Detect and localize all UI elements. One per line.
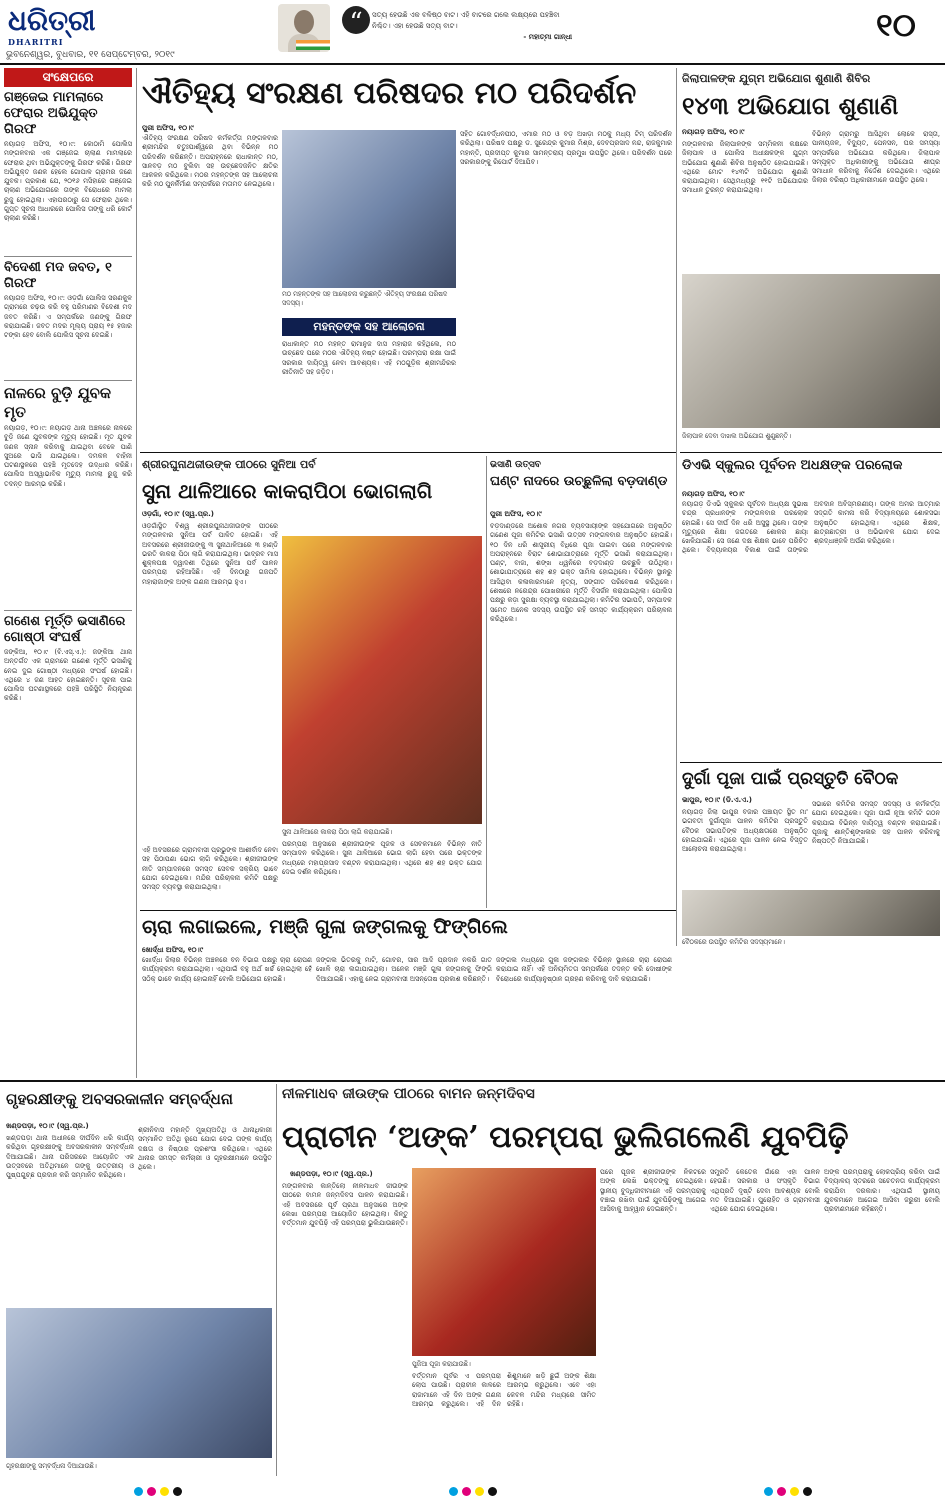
photo-caption: ବୈଠକରେ ଉପସ୍ଥିତ କମିଟିର ସଦସ୍ୟମାନେ। bbox=[682, 938, 785, 946]
briefs-section-tag: ସଂକ୍ଷେପରେ bbox=[4, 68, 132, 87]
photo-meeting bbox=[282, 130, 456, 288]
column-divider bbox=[136, 68, 137, 1078]
story-column: ମଙ୍ଗଳବାର ଜିଲାପାଳଙ୍କ ସମ୍ମିଳନୀ କକ୍ଷରେ ଜିଲାପାଳ ଓ ପୋଲିସ ଅଧୀକ୍ଷକଙ୍କ ଯୁଗ୍ମ ଅଭିଯୋଗ ଶୁଣାଣି ଶିବିର ଅନୁଷ୍ଠିତ ହୋଇଯାଇଛି। ଏଥିରେ ମୋଟ ୧୪୩ଟି ଅଭିଯୋଗ ଶୁଣାଣି କରାଯାଇଥିଲା। ସେଥିମଧ୍ୟରୁ ୧୧ଟି ଅଭିଯୋଗର ସମାଧାନ ତୁରନ୍ତ କରାଯାଇଥିଲା। bbox=[682, 140, 808, 195]
story-column: ଓଡ଼ଗାଁସ୍ଥିତ ବିଶ୍ୱ ଶ୍ରୀରଘୁନାଥଜୀଉଙ୍କ ପୀଠରେ ମଙ୍ଗଳବାର ସୁନିଆ ପର୍ବ ପାଳିତ ହୋଇଛି। ଏହି ଅବସରରେ ଶ୍ରୀଜୀଉଙ୍କୁ ୩ ସୁନାଥାଳିଆରେ ୩ ହାଣ୍ଡି ଭରତି କାକରା ପିଠା ଲାଗି କରାଯାଇଥିଲା। ଭାଦ୍ରବ ମାସ ଶୁକ୍ଳପକ୍ଷ ଦ୍ୱାଦଶୀ ତିଥିରେ ସୁନିଆ ପର୍ବ ପାଳନ ପରମ୍ପରା ରହିଆସିଛି। ଏହି ଦିନଠାରୁ ଗଜପତି ମହାରାଜାଙ୍କ ଅଙ୍କ ଗଣନା ଆରମ୍ଭ ହୁଏ। bbox=[142, 522, 278, 586]
story-column: ବିଭିନ୍ନ ଗ୍ରାମରୁ ଆସିଥିବା ଲୋକେ ରାସ୍ତା, ପାନୀୟଜଳ, ବିଦ୍ୟୁତ, ପେନସନ, ଘର ସମସ୍ୟା ସମ୍ପର୍କରେ ଅଭିଯୋଗ କରିଥିଲେ। ଜିଲାପାଳ ସମ୍ପୃକ୍ତ ଅଧିକାରୀଙ୍କୁ ଅଭିଯୋଗ ଶୀଘ୍ର ସମାଧାନ କରିବାକୁ ନିର୍ଦ୍ଦେଶ ଦେଇଥିଲେ। ଏଥିରେ ଜିଲାର ବରିଷ୍ଠ ଅଧିକାରୀମାନେ ଉପସ୍ଥିତ ଥିଲେ। bbox=[812, 130, 940, 185]
story-column: ଅଙ୍କ ପରମ୍ପରାକୁ ଲୋକପ୍ରିୟ କରିବା ପାଇଁ ବିଦ୍ୟାଳୟ ସ୍ତରରେ ସଚେତନତା କାର୍ଯ୍ୟକ୍ରମ କରାଯିବା ଦରକାର। ଏଥିପାଇଁ ସ୍ଥାନୀୟ ଯୁବକମାନେ ଆଗେଇ ଆସିବା ଜରୁରୀ ବୋଲି ପ୍ରବୀଣମାନେ କହିଛନ୍ତି। bbox=[824, 1168, 940, 1214]
kicker: ନୀଳମାଧବ ଜୀଉଙ୍କ ପୀଠରେ ବାମନ ଜନ୍ମଦିବସ bbox=[282, 1086, 535, 1102]
photo-caption: ଜିଲାପାଳ ଦେବା ଦାଖଲ ଅଭିଯୋଗ ଶୁଣୁଛନ୍ତି। bbox=[682, 432, 791, 440]
story-column: ସଭାରେ କମିଟିର ସମସ୍ତ ସଦସ୍ୟ ଓ କର୍ମକର୍ତ୍ତା ଯୋଗ ଦେଇଥିଲେ। ପୂଜା ପାଇଁ ନୂଆ କମିଟି ଗଠନ କରାଯାଇ ବିଭିନ୍ନ ଦାୟିତ୍ୱ ବଣ୍ଟନ କରାଯାଇଛି। ପୂଜାକୁ ଶାନ୍ତିଶୃଙ୍ଖଳାର ସହ ପାଳନ କରିବାକୁ ନିଷ୍ପତ୍ତି ନିଆଯାଇଛି। bbox=[812, 800, 940, 846]
brief-headline: ନାଳରେ ବୁଡ଼ି ଯୁବକ ମୃତ bbox=[4, 380, 132, 422]
headline-heritage: ଐତିହ୍ୟ ସଂରକ୍ଷଣ ପରିଷଦର ମଠ ପରିଦର୍ଶନ bbox=[142, 76, 637, 111]
photo-caption: ଗୃହରକ୍ଷୀଙ୍କୁ ସମ୍ବର୍ଦ୍ଧନା ଦିଆଯାଉଛି। bbox=[6, 1462, 97, 1470]
story-column: ବର୍ତ୍ତମାନ ପୂର୍ବର ଏ ପରମ୍ପରା ଲୋପ ପାଉଛି। ପ୍ରାଚୀନ କାଳରେ ରାଜାମାନେ ଏହି ଦିନ ଅଙ୍କ ଗଣନା ଆରମ୍ଭ କରୁଥିଲେ। ଏହି ଦିନ ଶିଶୁମାନେ ଖଡ଼ି ଛୁଇଁ ଅଙ୍କ ଶିକ୍ଷା ଆରମ୍ଭ କରୁଥିଲେ। ଏବେ ଏହା କେବଳ ମନ୍ଦିର ମଧ୍ୟରେ ସୀମିତ ରହିଛି। bbox=[412, 1372, 596, 1408]
print-registration-marks bbox=[0, 1486, 945, 1495]
byline: ଖଣ୍ଡପଡ଼ା, ୧୦।୯ (ସ୍ୱ.ପ୍ର.) bbox=[290, 1170, 373, 1178]
cyan-swatch bbox=[764, 1487, 773, 1496]
section-rule bbox=[0, 1080, 945, 1082]
photo-caption: ପୁଜିଆ ପୂଜା କରାଯାଉଛି। bbox=[412, 1360, 471, 1368]
byline: ଖୋର୍ଦ୍ଧା ଅଫିସ, ୧୦।୯ bbox=[142, 946, 204, 954]
story-subhead-banner: ମହନ୍ତଙ୍କ ସହ ଆଲୋଚନା bbox=[282, 318, 456, 336]
byline: ଭାପୁର, ୧୦।୯ (ଡି.ଏ.ଏ.) bbox=[682, 796, 752, 804]
kicker: ଶ୍ରୀରଘୁନାଥଜୀଉଙ୍କ ପୀଠରେ ସୁନିଆ ପର୍ବ bbox=[142, 458, 316, 471]
story-column: ଐତିହ୍ୟ ସଂରକ୍ଷଣ ପରିଷଦ କର୍ମକର୍ତ୍ତା ମଙ୍ଗଳବାର ଶ୍ରୀମନ୍ଦିର ଚତୁଃପାର୍ଶ୍ୱରେ ଥିବା ବିଭିନ୍ନ ମଠ ପରିଦର୍ଶନ କରିଛନ୍ତି। ଅପରାହ୍ନରେ ରାଧାକାନ୍ତ ମଠ, ସାନବଡ଼ ମଠ ବୁଲିବା ସହ ଉଚ୍ଛେଦଜନିତ କ୍ଷତିର ଆକଳନ କରିଥିଲେ। ମଠର ମହନ୍ତଙ୍କ ସହ ଆଲୋଚନା କରି ମଠ ପୁନର୍ନିର୍ମାଣ ସମ୍ପର୍କରେ ମତାମତ ନେଇଥିଲେ। bbox=[142, 134, 278, 189]
story-column: ସହିତ ଗୋବର୍ଦ୍ଧନପୀଠ, ଏମାର ମଠ ଓ ବଡ଼ ଅଖଡ଼ା ମଠକୁ ମଧ୍ୟ ଟିମ୍ ପରିଦର୍ଶନ କରିଥିଲା। ପରିଷଦ ପକ୍ଷରୁ ଡ. ସୁରେନ୍ଦ୍ର କୁମାର ମିଶ୍ର, ଦେବପ୍ରସାଦ ନନ୍ଦ, ରାଜକୁମାର ମହାନ୍ତି, ପ୍ରଦୀପ୍ତ କୁମାର ସାମନ୍ତରାୟ ପ୍ରମୁଖ ଉପସ୍ଥିତ ଥିଲେ। ପରିଦର୍ଶନ ପରେ ସରକାରଙ୍କୁ ରିପୋର୍ଟ ଦିଆଯିବ। bbox=[460, 130, 672, 166]
brief-body: ନୟାଗଡ଼ ଅଫିସ, ୧୦।୯: ଓଡ଼ଗାଁ ପୋଲିସ ସରଣକୁଳ ଗ୍ରାମରେ ଚଢ଼ଉ କରି ବହୁ ପରିମାଣର ବିଦେଶୀ ମଦ ଜବତ କରିଛି। ଏ ସମ୍ପର୍କରେ ଜଣଙ୍କୁ ଗିରଫ କରାଯାଇଛି। ଜବତ ମଦର ମୂଲ୍ୟ ପ୍ରାୟ ୧୫ ହଜାର ଟଙ୍କା ହେବ ବୋଲି ପୋଲିସ ସୂଚନା ଦେଇଛି। bbox=[4, 294, 132, 340]
headline-homeguard: ଗୃହରକ୍ଷୀଙ୍କୁ ଅବସରକାଳୀନ ସମ୍ବର୍ଦ୍ଧନା bbox=[6, 1090, 233, 1108]
story-column: ପରମ୍ପରା ଅନୁସାରେ ଶ୍ରୀଜୀଉଙ୍କ ପୂଜକ ଓ ସେବକମାନେ ବିଭିନ୍ନ ନୀତି ସମ୍ପାଦନ କରିଥିଲେ। ସୁନା ଥାଳିଆରେ ଭୋଗ ଲାଗି ହେବା ପରେ ଭକ୍ତଙ୍କ ମଧ୍ୟରେ ମହାପ୍ରସାଦ ବଣ୍ଟନ କରାଯାଇଥିଲା। ଏଥିରେ ଶହ ଶହ ଭକ୍ତ ଯୋଗ ଦେଇ ଦର୍ଶନ କରିଥିଲେ। bbox=[282, 840, 482, 876]
brief-headline: ଗଞ୍ଜେଇ ମାମଲାରେ ଫେରାର ଅଭିଯୁକ୍ତ ଗିରଫ bbox=[4, 90, 104, 137]
story-column: ପରେ ପୂଜକ ଶ୍ରୀଜୀଉଙ୍କ ନିକଟରେ ଅଙ୍କ ଲେଖି ଭକ୍ତଙ୍କୁ ଦେଇଥିଲେ। ସ୍ଥାନୀୟ ବୁଦ୍ଧିଜୀବୀମାନେ ଏହି ପରମ୍ପରାକୁ ବଞ୍ଚାଇ ରଖିବା ପାଇଁ ଯୁବପିଢ଼ିଙ୍କୁ ଆଗେଇ ଆସିବାକୁ ଆହ୍ୱାନ ଦେଇଛନ୍ତି। bbox=[600, 1168, 706, 1214]
yellow-swatch bbox=[475, 1487, 484, 1496]
story-column: ରାଧାକାନ୍ତ ମଠ ମହନ୍ତ ରାମାନୁଜ ଦାସ ମହାରାଜ କହିଥିଲେ, ମଠ ଉଚ୍ଛେଦ ପରେ ମଠର ଐତିହ୍ୟ ନଷ୍ଟ ହୋଇଛି। ପରମ୍ପରା ରକ୍ଷା ପାଇଁ ସରକାର ଦାୟିତ୍ୱ ନେବା ଆବଶ୍ୟକ। ଏହି ମଠଗୁଡ଼ିକ ଶ୍ରୀମନ୍ଦିରର ରୀତିନୀତି ସହ ଜଡ଼ିତ। bbox=[282, 340, 456, 376]
magenta-swatch bbox=[777, 1487, 786, 1496]
story-column: ଖଣ୍ଡପଡ଼ା ଥାନା ଅଧୀନରେ ଦୀର୍ଘଦିନ ଧରି କାର୍ଯ୍ୟ କରିଥିବା ଗୃହରକ୍ଷୀଙ୍କୁ ଅବସରକାଳୀନ ସମ୍ବର୍ଦ୍ଧନା ଦିଆଯାଇଛି। ଥାନା ପରିସରରେ ଆୟୋଜିତ ଏକ ଉତ୍ସବରେ ଅତିଥିମାନେ ତାଙ୍କୁ ଉତ୍ତରୀୟ ଓ ପୁଷ୍ପଗୁଚ୍ଛ ପ୍ରଦାନ କରି ସମ୍ମାନିତ କରିଥିଲେ। bbox=[6, 1134, 134, 1180]
story-column: ଶ୍ରୀନିବାସ ମହାନ୍ତି ମୁଖ୍ୟଅତିଥି ଓ ଥାନାଧିକାରୀ ସମ୍ମାନିତ ଅତିଥି ରୂପେ ଯୋଗ ଦେଇ ତାଙ୍କ କାର୍ଯ୍ୟ ଦକ୍ଷତା ଓ ନିଷ୍ଠାର ପ୍ରଶଂସା କରିଥିଲେ। ଏଥିରେ ଥାନାର ସମସ୍ତ କର୍ମଚାରୀ ଓ ଗୃହରକ୍ଷୀମାନେ ଉପସ୍ଥିତ ଥିଲେ। bbox=[138, 1126, 272, 1172]
byline: ଓଡ଼ଗାଁ, ୧୦।୯ (ସ୍ୱ.ପ୍ର.) bbox=[142, 510, 214, 518]
photo-temple-offering bbox=[282, 536, 482, 824]
byline: ପୁରୀ ଅଫିସ, ୧୦।୯ bbox=[490, 510, 542, 518]
story-column: ମଙ୍ଗଳବାର କାନ୍ତିଲୋ ନୀଳମାଧବ ଜୀଉଙ୍କ ପୀଠରେ ବାମନ ଜନ୍ମଦିବସ ପାଳନ କରାଯାଇଛି। ଏହି ଅବସରରେ ପୂର୍ବ ପ୍ରଥା ଅନୁସାରେ ଅଙ୍କ ଲେଖା ପରମ୍ପରା ଆୟୋଜିତ ହୋଇଥିଲା। କିନ୍ତୁ ବର୍ତ୍ତମାନ ଯୁବପିଢ଼ି ଏହି ପରମ୍ପରା ଭୁଲିଯାଉଛନ୍ତି। bbox=[282, 1182, 408, 1228]
photo-durga-meeting bbox=[682, 890, 940, 936]
flag-graphic bbox=[296, 40, 330, 50]
headline-vasani: ଘଣ୍ଟ ନାଦରେ ଉଚ୍ଛୁଳିଲା ବଡ଼ଦାଣ୍ଡ bbox=[490, 474, 668, 489]
section-rule bbox=[140, 910, 676, 911]
black-swatch bbox=[488, 1487, 497, 1496]
headline-anka: ପ୍ରାଚୀନ ‘ଅଙ୍କ’ ପରମ୍ପରା ଭୁଲିଗଲେଣି ଯୁବପିଢ଼ି bbox=[282, 1120, 849, 1155]
brief-body: ନୟାଗଡ଼, ୧୦।୯: ନୟାଗଡ଼ ଥାନା ଅଞ୍ଚଳରେ ନାଳରେ ବୁଡ଼ି ଜଣେ ଯୁବକଙ୍କ ମୃତ୍ୟୁ ହୋଇଛି। ମୃତ ଯୁବକ ଜଣକ ସ୍ନାନ କରିବାକୁ ଯାଇଥିବା ବେଳେ ପାଣି ସୁଅରେ ଭାସି ଯାଇଥିଲେ। ଦମକଳ ବାହିନୀ ଘଟଣାସ୍ଥଳରେ ପହଞ୍ଚି ମୃତଦେହ ଉଦ୍ଧାର କରିଛି। ପୋଲିସ ଅସ୍ୱାଭାବିକ ମୃତ୍ୟୁ ମାମଲା ରୁଜୁ କରି ତଦନ୍ତ ଆରମ୍ଭ କରିଛି। bbox=[4, 424, 132, 488]
kicker: ଭସାଣି ଉତ୍ସବ bbox=[490, 460, 541, 470]
cyan-swatch bbox=[449, 1487, 458, 1496]
magenta-swatch bbox=[462, 1487, 471, 1496]
daily-quote: ସତ୍ୟ ହେଉଛି ଏକ ବଳିଷ୍ଠ ବାଟ। ଏହି ବାଟରେ ଗଲେ ଲକ୍ଷ୍ୟରେ ପହଞ୍ଚିବା ନିଶ୍ଚିତ। ଏହା ହେଉଛି ସତ୍ୟ ବାଟ। - ମହାତ୍ମା ଗାନ୍ଧୀ bbox=[372, 11, 572, 41]
page-number: ୧୦ bbox=[876, 6, 916, 44]
story-column: ନୟାଗଡ଼ ଜିଲା ଭାପୁର ବଜାର ପଞ୍ଚାୟତ ସ୍ଥିତ ମା' ଭଗବତୀ ଦୁର୍ଗାପୂଜା ପାଳନ କମିଟିର ପ୍ରସ୍ତୁତି ବୈଠକ ସଭାପତିଙ୍କ ଅଧ୍ୟକ୍ଷତାରେ ଅନୁଷ୍ଠିତ ହୋଇଯାଇଛି। ଏଥିରେ ପୂଜା ପାଳନ ନେଇ ବିସ୍ତୃତ ଆଲୋଚନା କରାଯାଇଥିଲା। bbox=[682, 808, 808, 854]
headline-dav: ଡିଏଭି ସ୍କୁଲର ପୂର୍ବତନ ଅଧକ୍ଷଙ୍କ ପରଲୋକ bbox=[682, 458, 903, 473]
headline-suna: ସୁନା ଥାଳିଆରେ କାକରାପିଠା ଭୋଗଲାଗି bbox=[142, 479, 433, 503]
quote-icon: “ bbox=[342, 6, 370, 34]
masthead-rule bbox=[0, 63, 945, 65]
photo-caption: ସୁନା ଥାଳିଆରେ କାକରା ପିଠା ଲାଗି କରାଯାଇଛି। bbox=[282, 828, 393, 836]
photo-homeguard-felicitation bbox=[6, 1308, 272, 1458]
story-column: ଖୋର୍ଦ୍ଧା ଜିଲାର ବିଭିନ୍ନ ଅଞ୍ଚଳରେ ବନ ବିଭାଗ ପକ୍ଷରୁ ଚାରା ରୋପଣ କାର୍ଯ୍ୟକ୍ରମ କରାଯାଇଥିଲା। ଏଥିପାଇଁ ବହୁ ଅର୍ଥ ଖର୍ଚ୍ଚ ହୋଇଥିଲା ହେଁ ସଠିକ୍ ଭାବେ କାର୍ଯ୍ୟ ହୋଇନାହିଁ ବୋଲି ଅଭିଯୋଗ ହୋଇଛି। bbox=[142, 956, 312, 983]
section-rule bbox=[680, 452, 942, 453]
brief-headline: ବିଦେଶୀ ମଦ ଜବତ, ୧ ଗିରଫ bbox=[4, 256, 132, 292]
yellow-swatch bbox=[790, 1487, 799, 1496]
section-rule bbox=[140, 452, 676, 453]
black-swatch bbox=[803, 1487, 812, 1496]
briefs-column bbox=[4, 68, 132, 948]
column-divider bbox=[486, 456, 487, 908]
story-column: ସମ୍ପ୍ରତି କେତେକ ଗାଁରେ ଏହା ପାଳନ ହେଉଛି। ସରକାର ଓ ସଂସ୍କୃତି ବିଭାଗ ଏଥିପ୍ରତି ଦୃଷ୍ଟି ଦେବା ଆବଶ୍ୟକ ବୋଲି ମତ ଦିଆଯାଇଛି। ପୁରୋହିତ ଓ ଗ୍ରାମବାସୀ ଏଥିରେ ଯୋଗ ଦେଇଥିଲେ। bbox=[710, 1168, 820, 1214]
dateline: ଭୁବନେଶ୍ୱର, ବୁଧବାର, ୧୧ ସେପ୍ଟେମ୍ବର, ୨୦୧୯ bbox=[6, 50, 175, 60]
byline: ଖଣ୍ଡପଡ଼ା, ୧୦।୯ (ସ୍ୱ.ପ୍ର.) bbox=[6, 1122, 89, 1130]
kicker: ଜିଲାପାଳଙ୍କ ଯୁଗ୍ମ ଅଭିଯୋଗ ଶୁଣାଣି ଶିବିର bbox=[682, 72, 871, 85]
brief-headline: ଗଣେଶ ମୂର୍ତ୍ତି ଭସାଣିରେ ଗୋଷ୍ଠୀ ସଂଘର୍ଷ bbox=[4, 610, 132, 646]
byline: ନୟାଗଡ଼ ଅଫିସ, ୧୦।୯ bbox=[682, 128, 745, 136]
photo-anka-ritual bbox=[412, 1168, 596, 1356]
brief-body: ଜଙ୍କିଆ, ୧୦।୯ (ବି.ଏସ୍.ଏ.): ଜଙ୍କିଆ ଥାନା ଅନ୍ତର୍ଗତ ଏକ ଗ୍ରାମରେ ଗଣେଶ ମୂର୍ତ୍ତି ଭସାଣିକୁ ନେଇ ଦୁଇ ଗୋଷ୍ଠୀ ମଧ୍ୟରେ ସଂଘର୍ଷ ହୋଇଛି। ଏଥିରେ ୪ ଜଣ ଆହତ ହୋଇଛନ୍ତି। ସୂଚନା ପାଇ ପୋଲିସ ଘଟଣାସ୍ଥଳରେ ପହଞ୍ଚି ପରିସ୍ଥିତି ନିୟନ୍ତ୍ରଣ କରିଛି। bbox=[4, 648, 132, 703]
cyan-swatch bbox=[134, 1487, 143, 1496]
section-rule bbox=[680, 762, 942, 763]
story-column: ଜଙ୍ଗଲ ଭିତରକୁ ମାଟି, ଗୋବର, ସାର ଆଦି ପ୍ରଦାନ ନକରି ଗାତ ଖୋଳି ଚାରା ଲଗାଯାଇଥିଲା। ଅନେକ ମଞ୍ଜି ଗୁଳା ଜଙ୍ଗଲକୁ ଫିଙ୍ଗି ଦିଆଯାଇଛି। ଏହାକୁ ନେଇ ଗ୍ରାମବାସୀ ଅସନ୍ତୋଷ ପ୍ରକାଶ କରିଛନ୍ତି। bbox=[316, 956, 492, 983]
headline-plantation: ଚାରା ଲଗାଇଲେ, ମଞ୍ଜି ଗୁଳା ଜଙ୍ଗଲକୁ ଫିଙ୍ଗିଲେ bbox=[142, 916, 508, 938]
yellow-swatch bbox=[160, 1487, 169, 1496]
photo-caption: ମଠ ମହନ୍ତଙ୍କ ସହ ଆଲୋଚନା କରୁଛନ୍ତି ଐତିହ୍ୟ ସଂରକ୍ଷଣ ପରିଷଦ ସଦସ୍ୟ। bbox=[282, 290, 448, 307]
newspaper-logo: ଧରିତ୍ରୀ DHARITRI bbox=[8, 4, 96, 47]
story-column: ଏହି ଅବସରରେ ଗ୍ରାମବାସୀ ପ୍ରଭୁଙ୍କ ଆଶୀର୍ବାଦ ନେବା ସହ ପିଠାପଣା ଭୋଗ ଲାଗି କରିଥିଲେ। ଶ୍ରୀଜୀଉଙ୍କ ନୀତି ସମ୍ପାଦନରେ ସମସ୍ତ ସେବକ ସକ୍ରିୟ ଭାବେ ଯୋଗ ଦେଇଥିଲେ। ମନ୍ଦିର ପରିଚାଳନା କମିଟି ପକ୍ଷରୁ ସମସ୍ତ ବ୍ୟବସ୍ଥା କରାଯାଇଥିଲା। bbox=[142, 846, 278, 892]
byline: ପୁରୀ ଅଫିସ, ୧୦।୯ bbox=[142, 124, 194, 132]
story-column: ଜଙ୍ଗଲ ମଧ୍ୟରେ ଗୁଳା ଜଙ୍ଗଲର ବିଭିନ୍ନ ସ୍ଥାନରେ ଚାରା ରୋପଣ କରାଯାଇ ନାହିଁ। ଏହି ଅନିୟମିତତା ସମ୍ପର୍କରେ ତଦନ୍ତ କରି ଦୋଷୀଙ୍କ ବିରୋଧରେ କାର୍ଯ୍ୟାନୁଷ୍ଠାନ ଗ୍ରହଣ କରିବାକୁ ଦାବି କରାଯାଇଛି। bbox=[496, 956, 672, 983]
story-column: ବଡ଼ଦାଣ୍ଡରେ ଅଶୋକ ନଗର ବ୍ୟବସାୟୀଙ୍କ ସହଯୋଗରେ ଅନୁଷ୍ଠିତ ଗଣେଶ ପୂଜା କମିଟିର ଭସାଣି ଉତ୍ସବ ମଙ୍ଗଳବାର ଅନୁଷ୍ଠିତ ହୋଇଛି। ୧୦ ଦିନ ଧରି ଶାସ୍ତ୍ରୀୟ ବିଧିରେ ପୂଜା ପାଇବା ପରେ ମଙ୍ଗଳବାର ଅପରାହ୍ନରେ ବିରାଟ ଶୋଭାଯାତ୍ରାରେ ମୂର୍ତ୍ତି ଭସାଣି କରାଯାଇଥିଲା। ଘଣ୍ଟ, ବାଜା, ଶଙ୍ଖ ଧ୍ୱନିରେ ବଡ଼ଦାଣ୍ଡ ଉଚ୍ଛୁଳି ଉଠିଥିଲା। ଶୋଭାଯାତ୍ରାରେ ଶହ ଶହ ଭକ୍ତ ସାମିଲ ହୋଇଥିଲେ। ବିଭିନ୍ନ ସ୍ଥାନରୁ ଆସିଥିବା କଳାକାରମାନେ ନୃତ୍ୟ, ସଙ୍ଗୀତ ପରିବେଷଣ କରିଥିଲେ। ଶେଷରେ ନରେନ୍ଦ୍ର ପୋଖରୀରେ ମୂର୍ତ୍ତି ବିସର୍ଜନ କରାଯାଇଥିଲା। ପୋଲିସ ପକ୍ଷରୁ କଡ଼ା ସୁରକ୍ଷା ବ୍ୟବସ୍ଥା କରାଯାଇଥିଲା। କମିଟିର ସଭାପତି, ସମ୍ପାଦକ ସମେତ ଅନେକ ସଦସ୍ୟ ଉପସ୍ଥିତ ରହି ସମସ୍ତ କାର୍ଯ୍ୟକ୍ରମ ପରିଚାଳନା କରିଥିଲେ। bbox=[490, 522, 672, 623]
story-column: ନୟାଗଡ଼ ଡିଏଭି ସ୍କୁଲର ପୂର୍ବତନ ଅଧ୍ୟକ୍ଷ ସୁଭାଷ ଚନ୍ଦ୍ର ପ୍ରଧାନଙ୍କ ମଙ୍ଗଳବାର ପରଲୋକ ହୋଇଛି। ସେ ଦୀର୍ଘ ଦିନ ଧରି ଅସୁସ୍ଥ ଥିଲେ। ତାଙ୍କ ମୃତ୍ୟୁରେ ଶିକ୍ଷା ଜଗତରେ ଶୋକର ଛାୟା ଖେଳିଯାଇଛି। ସେ ଜଣେ ଦକ୍ଷ ଶିକ୍ଷକ ଭାବେ ପରିଚିତ ଥିଲେ। ବିଦ୍ୟାଳୟର ବିକାଶ ପାଇଁ ତାଙ୍କର ଅବଦାନ ଅବିସ୍ମରଣୀୟ। ତାଙ୍କ ଅମର ଆତ୍ମାର ସଦ୍‌ଗତି କାମନା କରି ବିଦ୍ୟାଳୟରେ ଶୋକସଭା ଅନୁଷ୍ଠିତ ହୋଇଥିଲା। ଏଥିରେ ଶିକ୍ଷକ, ଛାତ୍ରଛାତ୍ରୀ ଓ ଅଭିଭାବକ ଯୋଗ ଦେଇ ଶ୍ରଦ୍ଧାଞ୍ଜଳି ଅର୍ପଣ କରିଥିଲେ। bbox=[682, 500, 940, 555]
column-divider bbox=[276, 1084, 277, 1476]
magenta-swatch bbox=[147, 1487, 156, 1496]
black-swatch bbox=[173, 1487, 182, 1496]
photo-grievance-camp bbox=[682, 274, 940, 428]
headline-durga: ଦୁର୍ଗା ପୂଜା ପାଇଁ ପ୍ରସ୍ତୁତି ବୈଠକ bbox=[682, 769, 899, 789]
headline-grievance: ୧୪୩ ଅଭିଯୋଗ ଶୁଣାଣି bbox=[682, 91, 899, 120]
brief-body: ନୟାଗଡ଼ ଅଫିସ, ୧୦।୯: କୋଠାମି ପୋଲିସ ମଙ୍ଗଳବାର ଏକ ଗଞ୍ଜେଇ ଚାଲାଣ ମାମଲାରେ ଫେରାର ଥିବା ଅଭିଯୁକ୍ତଙ୍କୁ ଗିରଫ କରିଛି। ଗିରଫ ଅଭିଯୁକ୍ତ ଜଣକ ହେଲେ ଗୋପାଳ ଗ୍ରାମର ଜଣେ ଯୁବକ। ପ୍ରକାଶ ଯେ, ୨୦୧୬ ମସିହାରେ ଗଞ୍ଜେଇ ଚାଲାଣ ଅଭିଯୋଗରେ ତାଙ୍କ ବିରୋଧରେ ମାମଲା ରୁଜୁ ହୋଇଥିଲା। ଏହାପରଠାରୁ ସେ ଫେରାର ଥିଲେ। ଗୁପ୍ତ ସୂଚନା ଆଧାରରେ ପୋଲିସ ତାଙ୍କୁ ଧରି କୋର୍ଟ ଚାଲାଣ କରିଛି। bbox=[4, 140, 132, 223]
column-divider bbox=[676, 68, 677, 946]
byline: ନୟାଗଡ଼ ଅଫିସ, ୧୦।୯ bbox=[682, 490, 745, 498]
